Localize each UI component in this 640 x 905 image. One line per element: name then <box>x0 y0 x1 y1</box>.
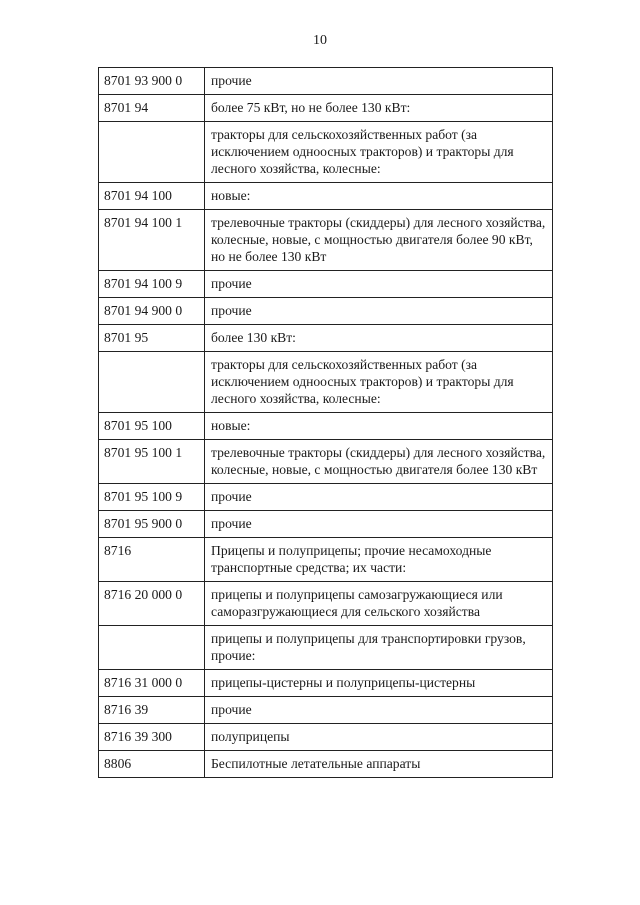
table-row <box>99 122 553 183</box>
description-cell: более 130 кВт: <box>205 325 553 352</box>
table-row <box>99 352 553 413</box>
description-cell: тракторы для сельскохозяйственных работ (за исключением одноосных тракторов) и тракторы для лесного хозяйства, колесные: <box>205 352 553 413</box>
code-cell: 8701 95 100 <box>99 413 205 440</box>
description-cell: прицепы-цистерны и полуприцепы-цистерны <box>205 670 553 697</box>
table-row <box>99 670 553 697</box>
description-cell: новые: <box>205 183 553 210</box>
table-body <box>99 68 553 778</box>
table-row <box>99 413 553 440</box>
table-row <box>99 626 553 670</box>
code-cell: 8701 94 900 0 <box>99 298 205 325</box>
table-row <box>99 538 553 582</box>
code-cell: 8701 94 100 <box>99 183 205 210</box>
code-cell: 8806 <box>99 751 205 778</box>
description-cell: прочие <box>205 271 553 298</box>
code-cell: 8701 95 100 1 <box>99 440 205 484</box>
code-cell <box>99 626 205 670</box>
table-row <box>99 582 553 626</box>
table-row <box>99 210 553 271</box>
description-cell: новые: <box>205 413 553 440</box>
description-cell: более 75 кВт, но не более 130 кВт: <box>205 95 553 122</box>
description-cell: трелевочные тракторы (скиддеры) для лесного хозяйства, колесные, новые, с мощностью двигателя более 130 кВт <box>205 440 553 484</box>
description-cell: прочие <box>205 298 553 325</box>
code-cell <box>99 352 205 413</box>
table-row <box>99 484 553 511</box>
table-row <box>99 697 553 724</box>
table-row <box>99 440 553 484</box>
description-cell: Беспилотные летательные аппараты <box>205 751 553 778</box>
description-cell: прочие <box>205 484 553 511</box>
table-row <box>99 95 553 122</box>
code-cell: 8716 39 300 <box>99 724 205 751</box>
table-row <box>99 724 553 751</box>
description-cell: полуприцепы <box>205 724 553 751</box>
tariff-code-table <box>98 67 553 778</box>
description-cell: Прицепы и полуприцепы; прочие несамоходные транспортные средства; их части: <box>205 538 553 582</box>
table-row <box>99 298 553 325</box>
code-cell: 8701 95 900 0 <box>99 511 205 538</box>
code-cell: 8701 95 <box>99 325 205 352</box>
table-row <box>99 751 553 778</box>
code-cell: 8701 93 900 0 <box>99 68 205 95</box>
code-cell <box>99 122 205 183</box>
table-row <box>99 183 553 210</box>
code-cell: 8716 39 <box>99 697 205 724</box>
description-cell: прицепы и полуприцепы самозагружающиеся или саморазгружающиеся для сельского хозяйства <box>205 582 553 626</box>
table-row <box>99 271 553 298</box>
code-cell: 8716 31 000 0 <box>99 670 205 697</box>
table-row <box>99 511 553 538</box>
page-number: 10 <box>313 33 327 48</box>
table-row <box>99 68 553 95</box>
description-cell: прицепы и полуприцепы для транспортировки грузов, прочие: <box>205 626 553 670</box>
table-row <box>99 325 553 352</box>
code-cell: 8701 94 <box>99 95 205 122</box>
code-cell: 8701 94 100 9 <box>99 271 205 298</box>
code-cell: 8716 20 000 0 <box>99 582 205 626</box>
description-cell: прочие <box>205 68 553 95</box>
description-cell: тракторы для сельскохозяйственных работ (за исключением одноосных тракторов) и тракторы для лесного хозяйства, колесные: <box>205 122 553 183</box>
code-cell: 8701 94 100 1 <box>99 210 205 271</box>
description-cell: прочие <box>205 511 553 538</box>
description-cell: трелевочные тракторы (скиддеры) для лесного хозяйства, колесные, новые, с мощностью двигателя более 90 кВт, но не более 130 кВт <box>205 210 553 271</box>
description-cell: прочие <box>205 697 553 724</box>
code-cell: 8701 95 100 9 <box>99 484 205 511</box>
code-cell: 8716 <box>99 538 205 582</box>
